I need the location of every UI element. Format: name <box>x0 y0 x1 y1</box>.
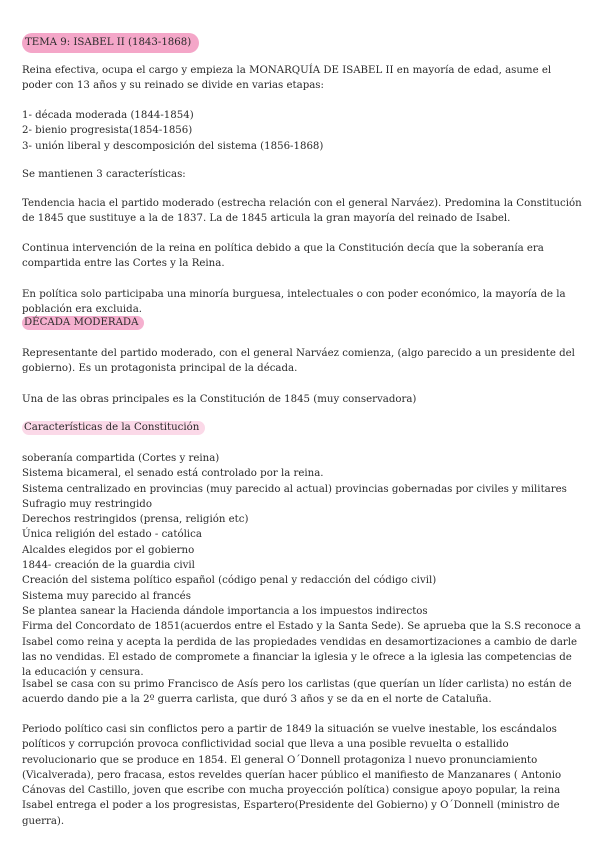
list-item: Creación del sistema político español (código penal y redacción del código civil) <box>22 575 437 587</box>
list-item: 2- bienio progresista(1854-1856) <box>22 125 193 137</box>
list-item: 1844- creación de la guardia civil <box>22 560 195 572</box>
carlist-paragraph: Isabel se casa con su primo Francisco de Asís pero los carlistas (que querían un líder carlista) no están de acuerdo dando pie a la 2º guerra carlista, que duró 3 años y se da en el norte de Cataluña. <box>22 679 572 706</box>
subsection-heading: Características de la Constitución <box>22 421 205 435</box>
page-title: TEMA 9: ISABEL II (1843-1868) <box>22 33 199 53</box>
feature-paragraph-3: En política solo participaba una minoría burguesa, intelectuales o con poder económico, la mayoría de la población era excluida. <box>22 289 566 316</box>
period-paragraph: Periodo político casi sin conflictos pero a partir de 1849 la situación se vuelve inestable, los escándalos políticos y corrupción provoca conflictividad social que lleva a una posible revuelta o estallido revolucionario que se produce en 1854. El general O´Donnell protagoniza l nuevo pronunciamiento (Vicalverada), pero fracasa, estos reveldes querían hacer público el manifiesto de Manzanares ( Antonio Cánovas del Castillo, joven que escribe con mucha proyección política) consigue apoyo popular, la reina Isabel entrega el poder a los progresistas, Espartero(Presidente del Gobierno) y O´Donnell (ministro de guerra). <box>22 724 562 827</box>
intro-paragraph: Reina efectiva, ocupa el cargo y empieza la MONARQUÍA DE ISABEL II en mayoría de edad, asume el poder con 13 años y su reinado se divide en varias etapas: <box>22 65 552 92</box>
feature-paragraph-1: Tendencia hacia el partido moderado (estrecha relación con el general Narváez). Predomina la Constitución de 1845 que sustituye a la de 1837. La de 1845 articula la gran mayoría del reinado de Isabel. <box>22 198 582 225</box>
section-paragraph-2: Una de las obras principales es la Constitución de 1845 (muy conservadora) <box>22 394 417 405</box>
list-item: soberanía compartida (Cortes y reina) <box>22 453 220 464</box>
list-item: Única religión del estado - católica <box>22 529 202 541</box>
list-item: Sistema centralizado en provincias (muy parecido al actual) provincias gobernadas por civiles y militares <box>22 483 567 495</box>
constitution-list <box>22 451 582 680</box>
list-item: Derechos restringidos (prensa, religión etc) <box>22 514 249 526</box>
stages-list <box>22 108 582 154</box>
list-item: Sistema bicameral, el senado está controlado por la reina. <box>22 468 324 480</box>
list-item: Alcaldes elegidos por el gobierno <box>22 544 195 556</box>
list-item: 1- década moderada (1844-1854) <box>22 110 194 121</box>
list-item: 3- unión liberal y descomposición del sistema (1856-1868) <box>22 140 324 152</box>
section-heading: DÉCADA MODERADA <box>22 316 144 330</box>
feature-paragraph-2: Continua intervención de la reina en política debido a que la Constitución decía que la soberanía era compartida entre las Cortes y la Reina. <box>22 243 544 270</box>
list-item: Sufragio muy restringido <box>22 498 152 510</box>
features-intro: Se mantienen 3 características: <box>22 169 186 180</box>
list-item: Sistema muy parecido al francés <box>22 590 191 602</box>
section-paragraph-1: Representante del partido moderado, con el general Narváez comienza, (algo parecido a un presidente del gobierno). Es un protagonista principal de la década. <box>22 348 575 375</box>
list-item: Se plantea sanear la Hacienda dándole importancia a los impuestos indirectos <box>22 605 428 617</box>
list-item: Firma del Concordato de 1851(acuerdos entre el Estado y la Santa Sede). Se aprueba que la S.S reconoce a Isabel como reina y acepta la perdida de las propiedades vendidas en desamortizaciones a cambio de darle las no vendidas. El estado de compromete a financiar la iglesia y le ofrece a la iglesia las competencias de la educación y censura. <box>22 621 581 679</box>
